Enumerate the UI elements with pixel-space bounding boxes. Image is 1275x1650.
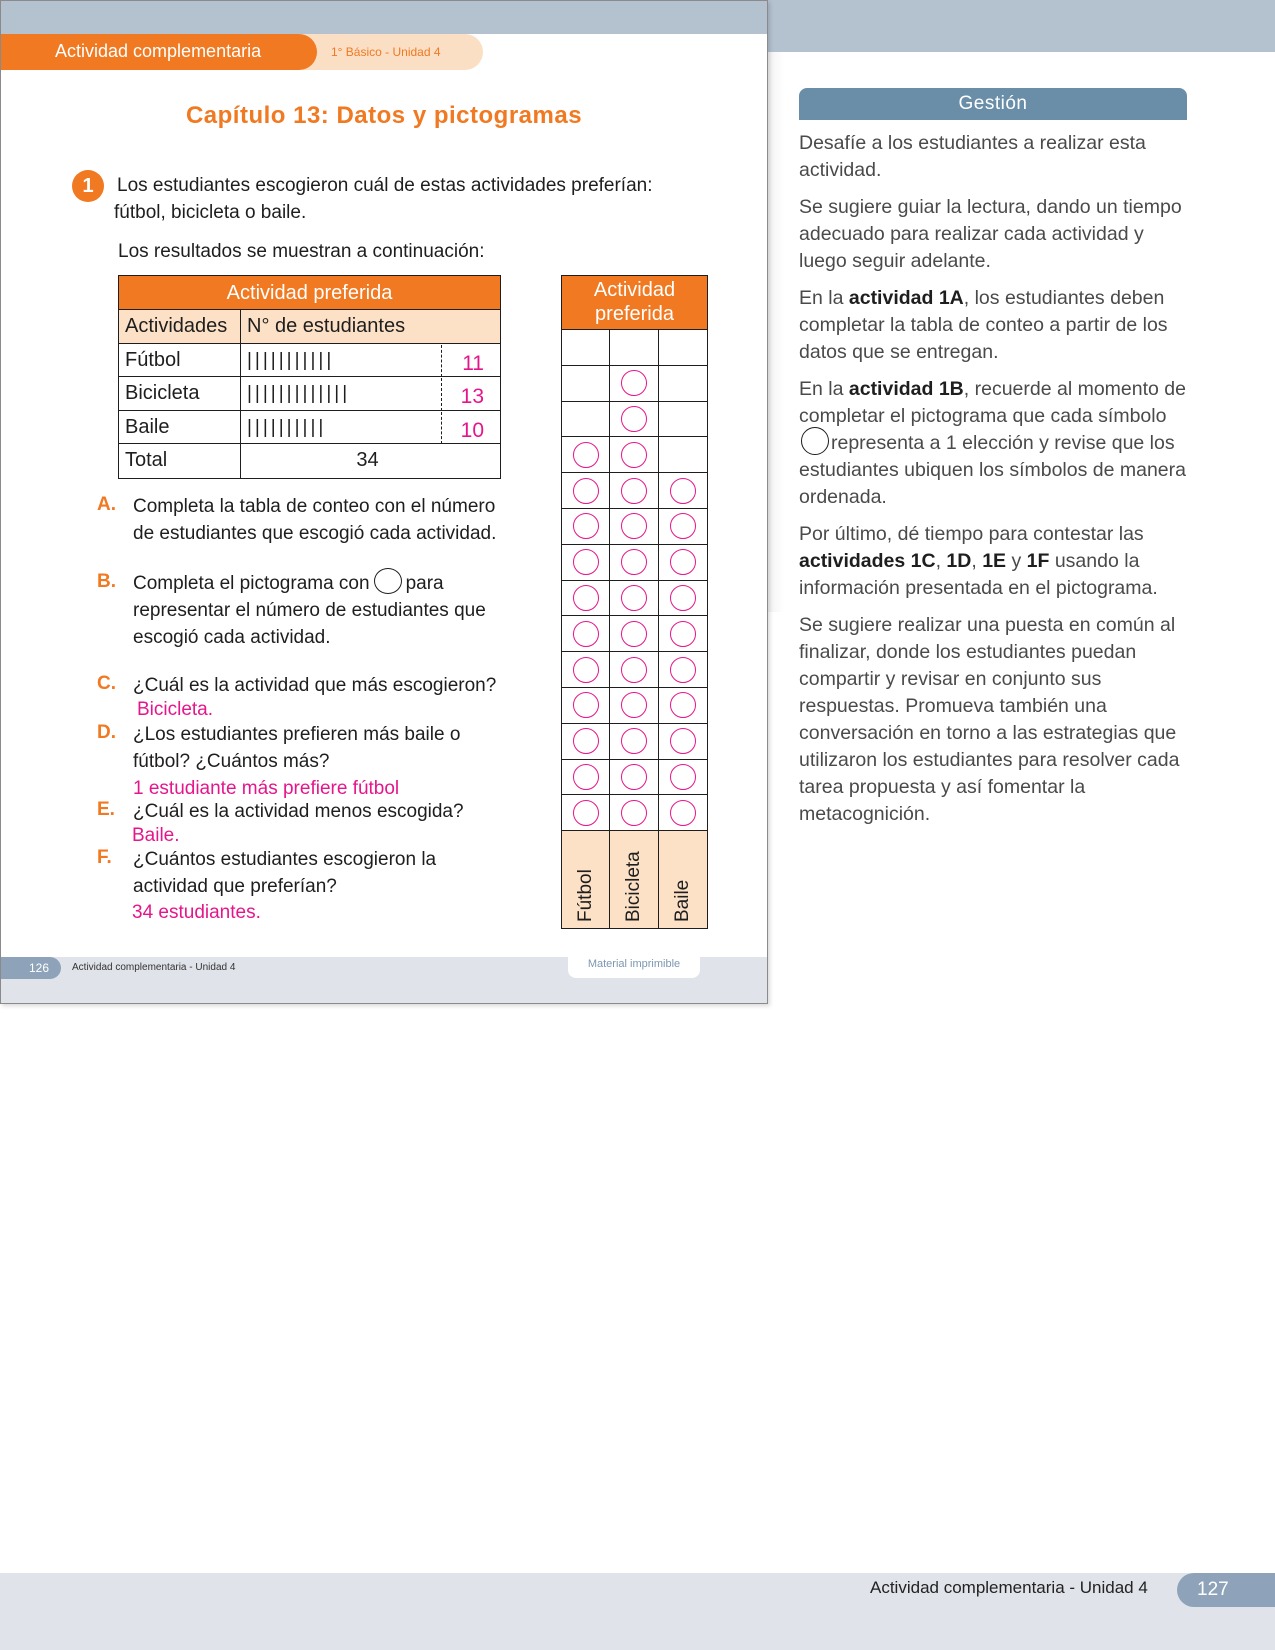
pictogram-cell [610,760,658,796]
text-span: , los estudiantes deben completar la tabla de conteo a partir de los datos que se entregan. [799,287,1168,363]
circle-symbol-icon [621,549,647,575]
item-letter-c: C. [97,673,116,694]
gestion-paragraph-5 [799,521,1194,602]
bold-activity-ref: 1F [1026,550,1050,572]
bold-activity-ref: 1D [946,550,972,572]
pictogram-cell [562,795,610,831]
pictogram-cell [610,366,658,402]
printable-material-tab: Material imprimible [568,952,700,978]
circle-symbol-icon [670,478,696,504]
pictogram-cell [659,795,707,831]
pictogram-labels [562,831,707,928]
intro-line-3: Los resultados se muestran a continuación: [118,241,485,262]
chapter-title: Capítulo 13: Datos y pictogramas [185,102,583,129]
item-d-answer: 1 estudiante más prefiere fútbol [133,778,400,799]
bold-activity-ref: actividad 1A [848,287,964,309]
column-header-students: N° de estudiantes [247,315,406,337]
pictogram-cell [610,652,658,688]
tally-count: 11 [462,351,484,375]
pictogram-cell [659,545,707,581]
item-d-line-2: fútbol? ¿Cuántos más? [133,751,330,772]
text-span: , [935,550,947,572]
page-edge-shadow [768,52,784,612]
circle-symbol-icon [670,800,696,826]
circle-symbol-icon [621,585,647,611]
gestion-paragraph-4 [799,376,1194,511]
text-span: Por último, dé tiempo para contestar las [799,523,1144,545]
pictogram-cell [562,616,610,652]
pictogram-cell [562,402,610,438]
right-page-top-bar [700,0,1275,52]
circle-symbol-icon [621,728,647,754]
pictogram-cell [562,760,610,796]
table-total-row [119,444,500,478]
header-tab-label: Actividad complementaria [55,41,262,61]
tally-marks: |||||||||| [247,412,442,445]
pictogram-title-line-1: Actividad [593,279,676,301]
text-span: En la [799,287,849,309]
item-f-answer: 34 estudiantes. [132,902,261,923]
circle-symbol-icon [573,657,599,683]
circle-symbol-icon [573,728,599,754]
tally-table-header-row [119,310,500,344]
circle-symbol-icon [573,800,599,826]
pictogram-cell [610,509,658,545]
item-letter-e: E. [97,799,115,820]
pictogram-cell [610,330,658,366]
text-span: usando la información presentada en el pictograma. [799,550,1158,599]
header-subtitle: 1° Básico - Unidad 4 [331,45,441,59]
circle-symbol-icon [621,513,647,539]
intro-line-2: fútbol, bicicleta o baile. [114,202,307,223]
pictogram-cell [659,688,707,724]
pictogram-cell [610,724,658,760]
circle-symbol-icon [670,585,696,611]
circle-symbol-icon [621,800,647,826]
circle-symbol-icon [801,427,829,455]
circle-symbol-icon [573,478,599,504]
pictogram-cell [610,616,658,652]
circle-symbol-icon [573,585,599,611]
table-row [119,411,500,445]
pictogram-label: Fútbol [574,869,596,923]
header-tab [1,34,317,70]
pictogram-cell [659,616,707,652]
tally-marks: ||||||||||| [247,345,442,378]
gestion-paragraph-6: Se sugiere realizar una puesta en común al finalizar, donde los estudiantes puedan compartir y revisar en conjunto sus respuestas. Promueva también una conversación en torno a las estrategias que utilizaron los estudiantes para resolver cada tarea propuesta y así fomentar la metacognición. [799,614,1180,825]
pictogram-cell [659,760,707,796]
tally-count: 13 [460,385,484,408]
pictogram-title-line-2: preferida [595,303,674,325]
pictogram-cell [610,581,658,617]
tally-count: 10 [460,418,484,442]
text-span: y [1006,550,1027,572]
pictogram-label: Baile [671,879,693,923]
page-number-left: 126 [1,957,61,979]
item-b-line-2: representar el número de estudiantes que [133,600,486,621]
left-page [0,0,768,1004]
item-c-question: ¿Cuál es la actividad que más escogieron? [133,675,497,696]
circle-symbol-icon [621,657,647,683]
footer-text-right: Actividad complementaria - Unidad 4 [870,1578,1148,1597]
circle-symbol-icon [621,442,647,468]
left-page-top-bar [1,1,767,34]
circle-symbol-icon [621,370,647,396]
circle-symbol-icon [670,728,696,754]
pictogram-cell [659,366,707,402]
gestion-paragraph-3 [799,285,1194,366]
pictogram-cell [659,581,707,617]
item-letter-a: A. [97,494,116,515]
table-row [119,377,500,411]
item-e-answer: Baile. [132,825,180,846]
item-b-line-1 [133,570,444,597]
pictogram-label-cell [562,831,610,928]
pictogram-cell [610,688,658,724]
pictogram-cell [610,545,658,581]
tally-table [118,275,501,479]
pictogram-cell [610,402,658,438]
circle-symbol-icon [573,621,599,647]
circle-symbol-icon [621,764,647,790]
text-span: , [971,550,983,572]
item-f-line-2: actividad que preferían? [133,876,337,897]
item-c-answer: Bicicleta. [137,699,214,720]
pictogram-cell [562,330,610,366]
circle-symbol-icon [621,692,647,718]
pictogram-title [562,276,707,330]
pictogram-label-cell [659,831,707,928]
item-b-line-3: escogió cada actividad. [133,627,331,648]
pictogram-grid [562,330,707,831]
pictogram-cell [562,437,610,473]
activity-name: Bicicleta [119,377,241,410]
pictogram-cell [610,795,658,831]
circle-symbol-icon [621,406,647,432]
total-value: 34 [356,449,379,471]
text-span: representa a 1 elección y revise que los estudiantes ubiquen los símbolos de manera ordenada. [799,432,1186,508]
pictogram-cell [659,330,707,366]
pictogram-cell [659,724,707,760]
bold-activity-ref: actividad 1B [848,378,964,400]
circle-symbol-icon [670,549,696,575]
pictogram-cell [562,366,610,402]
gestion-paragraph-1: Desafíe a los estudiantes a realizar esta actividad. [799,132,1146,181]
tally-marks: ||||||||||||| [247,378,442,411]
item-e-question: ¿Cuál es la actividad menos escogida? [133,801,464,822]
circle-symbol-icon [621,478,647,504]
text-span: , recuerde al momento de completar el pictograma que cada símbolo [799,378,1186,427]
footer-text-left: Actividad complementaria - Unidad 4 [72,962,236,973]
column-header-activities: Actividades [119,310,241,343]
circle-symbol-icon [670,621,696,647]
bold-activity-ref: 1E [982,550,1007,572]
text-span: En la [799,378,849,400]
item-b-text-b: para [405,573,444,594]
pictogram-label: Bicicleta [622,851,644,923]
item-a-line-2: de estudiantes que escogió cada actividad. [133,523,497,544]
activity-name: Baile [119,411,241,444]
page-number-right: 127 [1177,1573,1275,1607]
pictogram-cell [562,688,610,724]
item-letter-f: F. [97,847,112,868]
item-a-line-1: Completa la tabla de conteo con el número [133,496,496,517]
pictogram-cell [610,473,658,509]
pictogram-cell [562,581,610,617]
intro-line-1: Los estudiantes escogieron cuál de estas actividades preferían: [117,175,653,196]
pictogram-cell [562,652,610,688]
tally-table-title: Actividad preferida [119,276,500,310]
pictogram-cell [659,509,707,545]
pictogram-label-cell [610,831,658,928]
total-label: Total [119,444,241,478]
item-letter-b: B. [97,571,116,592]
circle-symbol-icon [374,568,402,594]
circle-symbol-icon [670,692,696,718]
item-d-line-1: ¿Los estudiantes prefieren más baile o [133,724,461,745]
pictogram-cell [659,473,707,509]
pictogram-cell [562,724,610,760]
pictogram-cell [562,545,610,581]
circle-symbol-icon [573,549,599,575]
item-f-line-1: ¿Cuántos estudiantes escogieron la [133,849,437,870]
pictogram [561,275,708,929]
table-row [119,344,500,378]
activity-name: Fútbol [119,344,241,377]
pictogram-cell [610,437,658,473]
pictogram-cell [659,652,707,688]
bold-activity-ref: actividades 1C [799,550,936,572]
circle-symbol-icon [670,657,696,683]
pictogram-cell [659,402,707,438]
pictogram-cell [562,473,610,509]
circle-symbol-icon [573,764,599,790]
pictogram-cell [659,437,707,473]
item-b-text-a: Completa el pictograma con [133,573,370,594]
question-number-badge: 1 [72,170,104,202]
item-letter-d: D. [97,722,116,743]
circle-symbol-icon [621,621,647,647]
circle-symbol-icon [670,764,696,790]
gestion-section-header: Gestión [799,88,1187,120]
circle-symbol-icon [573,513,599,539]
circle-symbol-icon [573,442,599,468]
gestion-section-body [799,130,1194,838]
circle-symbol-icon [573,692,599,718]
gestion-paragraph-2: Se sugiere guiar la lectura, dando un tiempo adecuado para realizar cada actividad y luego seguir adelante. [799,196,1182,272]
circle-symbol-icon [670,513,696,539]
pictogram-cell [562,509,610,545]
